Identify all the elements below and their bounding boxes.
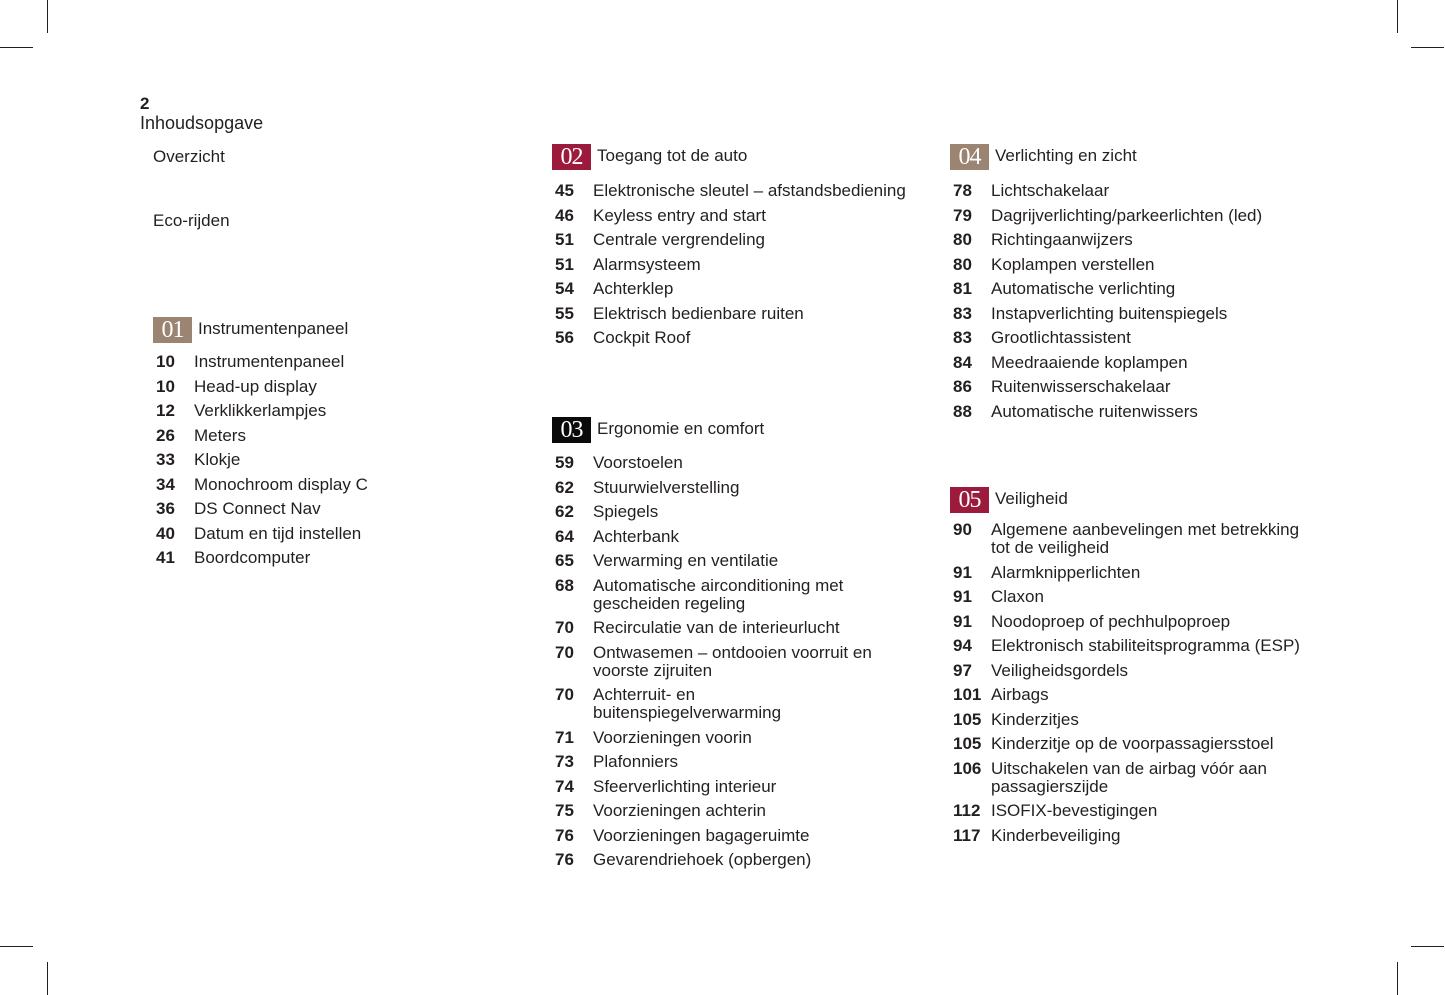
toc-entry-page: 101 xyxy=(953,685,982,704)
toc-entry[interactable] xyxy=(552,280,906,298)
toc-entry-page: 91 xyxy=(953,562,972,582)
toc-entry-title: Lichtschakelaar xyxy=(991,181,1110,200)
section-01 xyxy=(153,317,368,574)
toc-list xyxy=(552,182,906,347)
toc-entry-page: 34 xyxy=(156,474,175,494)
toc-entry[interactable] xyxy=(950,182,1262,200)
toc-entry-page: 105 xyxy=(953,709,982,729)
crop-mark xyxy=(1411,47,1444,48)
toc-entry[interactable] xyxy=(153,476,368,494)
toc-entry-page: 70 xyxy=(555,685,574,704)
toc-entry-page: 59 xyxy=(555,453,574,472)
toc-entry-title: Ontwasemen – ontdooien voorruit en voorste zijruiten xyxy=(593,642,872,680)
section-03 xyxy=(552,417,883,876)
toc-entry-page: 80 xyxy=(953,254,972,274)
toc-entry-title: Achterbank xyxy=(593,526,679,546)
toc-entry-title: Sfeerverlichting interieur xyxy=(593,776,777,796)
toc-entry-page: 86 xyxy=(953,377,972,396)
toc-entry-title: Achterklep xyxy=(593,279,674,298)
toc-entry[interactable] xyxy=(552,778,883,796)
toc-entry-page: 65 xyxy=(555,551,574,570)
toc-entry-page: 46 xyxy=(555,205,574,225)
toc-entry-page: 83 xyxy=(953,303,972,323)
toc-entry[interactable] xyxy=(153,378,368,396)
section-header[interactable] xyxy=(950,144,1262,170)
toc-entry-page: 117 xyxy=(953,825,981,845)
toc-entry[interactable] xyxy=(552,686,883,722)
toc-list xyxy=(552,454,883,869)
toc-entry[interactable] xyxy=(552,182,906,200)
toc-entry-title: Algemene aanbevelingen met betrekking tot de veiligheid xyxy=(991,520,1300,557)
toc-entry[interactable] xyxy=(153,500,368,518)
section-header[interactable] xyxy=(552,417,883,443)
toc-entry[interactable] xyxy=(552,577,883,613)
toc-entry[interactable] xyxy=(552,454,883,472)
page-number: 2 xyxy=(140,94,150,113)
toc-entry-page: 91 xyxy=(953,611,972,631)
toc-entry[interactable] xyxy=(552,619,883,637)
crop-mark xyxy=(47,0,48,33)
toc-entry[interactable] xyxy=(552,851,883,869)
toc-entry[interactable] xyxy=(950,686,1321,704)
toc-entry[interactable] xyxy=(552,305,906,323)
toc-entry[interactable] xyxy=(950,354,1262,372)
toc-entry-page: 51 xyxy=(555,254,574,274)
toc-entry[interactable] xyxy=(552,644,883,680)
toc-entry-page: 45 xyxy=(555,181,574,200)
toc-entry[interactable] xyxy=(950,280,1262,298)
toc-entry[interactable] xyxy=(950,711,1321,729)
toc-entry-page: 84 xyxy=(953,352,972,372)
toc-entry-page: 33 xyxy=(156,450,175,469)
section-title: Ergonomie en comfort xyxy=(597,419,765,438)
toc-entry-title: Ruitenwisserschakelaar xyxy=(991,377,1171,396)
toc-entry-page: 91 xyxy=(953,587,972,606)
toc-entry[interactable] xyxy=(950,521,1321,557)
toc-entry[interactable] xyxy=(153,427,368,445)
toc-list xyxy=(950,182,1262,421)
toc-entry[interactable] xyxy=(552,503,883,521)
toc-entry-title: Uitschakelen van de airbag vóór aan passagierszijde xyxy=(991,758,1267,796)
section-header[interactable] xyxy=(153,317,368,343)
toc-entry-title: Plafonniers xyxy=(593,752,679,771)
toc-entry-title: Monochroom display C xyxy=(194,474,368,494)
toc-entry[interactable] xyxy=(950,637,1321,655)
toc-entry-title: Instrumentenpaneel xyxy=(194,352,345,371)
toc-entry-page: 75 xyxy=(555,801,574,820)
toc-entry-page: 71 xyxy=(555,727,574,747)
toc-entry-title: ISOFIX-bevestigingen xyxy=(991,801,1158,820)
toc-entry-page: 41 xyxy=(156,548,175,567)
toc-entry-page: 40 xyxy=(156,523,175,543)
toc-entry-title: DS Connect Nav xyxy=(194,499,321,518)
toc-entry-title: Meters xyxy=(194,425,246,445)
toc-entry-title: Voorzieningen bagageruimte xyxy=(593,825,810,845)
toc-entry-title: Meedraaiende koplampen xyxy=(991,352,1188,372)
toc-entry[interactable] xyxy=(552,231,906,249)
toc-entry[interactable] xyxy=(950,613,1321,631)
toc-entry-title: Keyless entry and start xyxy=(593,205,766,225)
toc-entry-page: 76 xyxy=(555,825,574,845)
toc-entry[interactable] xyxy=(950,231,1262,249)
page-title: Inhoudsopgave xyxy=(140,113,264,133)
toc-entry-page: 70 xyxy=(555,618,574,637)
toc-entry[interactable] xyxy=(153,525,368,543)
section-02 xyxy=(552,144,906,354)
section-05 xyxy=(950,487,1321,851)
toc-entry-title: Grootlichtassistent xyxy=(991,328,1131,347)
toc-entry-title: Gevarendriehoek (opbergen) xyxy=(593,850,812,869)
toc-entry-title: Verklikkerlampjes xyxy=(194,401,327,420)
toc-entry[interactable] xyxy=(950,403,1262,421)
toc-entry-title: Elektrisch bedienbare ruiten xyxy=(593,303,804,323)
toc-entry-title: Boordcomputer xyxy=(194,548,311,567)
toc-entry-title: Koplampen verstellen xyxy=(991,254,1155,274)
toc-entry-title: Spiegels xyxy=(593,502,659,521)
toc-entry-title: Elektronische sleutel – afstandsbediening xyxy=(593,181,906,200)
toc-entry-title: Alarmknipperlichten xyxy=(991,562,1141,582)
toc-entry[interactable] xyxy=(950,588,1321,606)
toc-entry[interactable] xyxy=(552,552,883,570)
toc-entry-title: Claxon xyxy=(991,587,1044,606)
toc-entry-title: Head-up display xyxy=(194,376,317,396)
toc-entry-title: Voorzieningen voorin xyxy=(593,727,752,747)
section-title: Veiligheid xyxy=(995,489,1068,508)
toc-entry[interactable] xyxy=(950,735,1321,753)
toc-entry-page: 26 xyxy=(156,425,175,445)
toc-entry-title: Noodoproep of pechhulpoproep xyxy=(991,611,1231,631)
toc-entry[interactable] xyxy=(153,549,368,567)
toc-entry-title: Veiligheidsgordels xyxy=(991,660,1129,680)
toc-list xyxy=(153,353,368,567)
toc-entry-title: Recirculatie van de interieurlucht xyxy=(593,618,840,637)
toc-entry-page: 54 xyxy=(555,279,574,298)
toc-entry-title: Automatische ruitenwissers xyxy=(991,401,1198,421)
toc-entry-page: 62 xyxy=(555,502,574,521)
toc-entry-page: 80 xyxy=(953,230,972,249)
toc-entry-page: 70 xyxy=(555,642,574,662)
section-title: Instrumentenpaneel xyxy=(198,319,349,338)
toc-entry-page: 68 xyxy=(555,575,574,595)
toc-entry-page: 12 xyxy=(156,401,175,420)
toc-entry-page: 10 xyxy=(156,376,175,396)
toc-entry-page: 51 xyxy=(555,230,574,249)
toc-entry-title: Datum en tijd instellen xyxy=(194,523,362,543)
crop-mark xyxy=(0,946,33,947)
section-number-badge: 03 xyxy=(552,417,591,443)
toc-entry[interactable] xyxy=(552,256,906,274)
section-title: Verlichting en zicht xyxy=(995,146,1137,165)
toc-entry-title: Voorzieningen achterin xyxy=(593,801,766,820)
toc-entry[interactable] xyxy=(153,402,368,420)
section-number-badge: 05 xyxy=(950,487,989,513)
toc-entry[interactable] xyxy=(950,207,1262,225)
toc-entry-page: 73 xyxy=(555,752,574,771)
toc-entry[interactable] xyxy=(950,564,1321,582)
section-title: Toegang tot de auto xyxy=(597,146,748,165)
crop-mark xyxy=(47,962,48,995)
toc-entry-title: Kinderbeveiliging xyxy=(991,825,1121,845)
toc-entry-title: Cockpit Roof xyxy=(593,328,691,347)
crop-mark xyxy=(1411,946,1444,947)
toc-entry-title: Stuurwielverstelling xyxy=(593,477,740,497)
crop-mark xyxy=(1397,962,1398,995)
toc-entry[interactable] xyxy=(552,753,883,771)
toc-entry-page: 106 xyxy=(953,758,982,778)
toc-entry-title: Airbags xyxy=(991,685,1049,704)
toc-entry[interactable] xyxy=(552,827,883,845)
toc-entry[interactable] xyxy=(950,329,1262,347)
toc-entry-page: 105 xyxy=(953,734,982,753)
crop-mark xyxy=(0,47,33,48)
toc-list xyxy=(950,521,1321,845)
toc-entry[interactable] xyxy=(950,256,1262,274)
section-header[interactable] xyxy=(950,487,1321,513)
toc-entry-title: Verwarming en ventilatie xyxy=(593,551,779,570)
toc-entry[interactable] xyxy=(950,827,1321,845)
toc-entry-title: Elektronisch stabiliteitsprogramma (ESP) xyxy=(991,636,1300,655)
toc-entry-page: 97 xyxy=(953,660,972,680)
toc-entry[interactable] xyxy=(950,802,1321,820)
section-header[interactable] xyxy=(552,144,906,170)
toc-entry-title: Kinderzitje op de voorpassagiersstoel xyxy=(991,734,1274,753)
toc-entry[interactable] xyxy=(552,329,906,347)
toc-entry[interactable] xyxy=(950,760,1321,796)
toc-entry-title: Klokje xyxy=(194,450,241,469)
toc-entry-page: 112 xyxy=(953,801,981,820)
toc-entry[interactable] xyxy=(950,662,1321,680)
toc-entry[interactable] xyxy=(552,528,883,546)
section-04 xyxy=(950,144,1262,427)
toc-entry-title: Richtingaanwijzers xyxy=(991,230,1133,249)
toc-entry-title: Dagrijverlichting/parkeerlichten (led) xyxy=(991,205,1263,225)
toc-entry-page: 74 xyxy=(555,776,574,796)
toc-entry-title: Centrale vergrendeling xyxy=(593,230,765,249)
toc-entry-page: 94 xyxy=(953,636,972,655)
section-number-badge: 02 xyxy=(552,144,591,170)
toc-entry-title: Achterruit- en buitenspiegelverwarming xyxy=(593,685,782,722)
toc-entry-page: 83 xyxy=(953,328,972,347)
toc-entry-page: 76 xyxy=(555,850,574,869)
toc-entry-page: 90 xyxy=(953,520,972,539)
toc-entry-title: Automatische verlichting xyxy=(991,279,1176,298)
toc-entry-page: 10 xyxy=(156,352,175,371)
link-eco-rijden[interactable]: Eco-rijden xyxy=(153,211,230,230)
toc-entry[interactable] xyxy=(950,378,1262,396)
toc-entry-title: Alarmsysteem xyxy=(593,254,701,274)
toc-entry[interactable] xyxy=(950,305,1262,323)
crop-mark xyxy=(1397,0,1398,33)
toc-entry-page: 56 xyxy=(555,328,574,347)
toc-entry-title: Kinderzitjes xyxy=(991,709,1079,729)
toc-entry[interactable] xyxy=(552,479,883,497)
toc-entry-page: 81 xyxy=(953,279,972,298)
toc-entry-page: 55 xyxy=(555,303,574,323)
toc-entry[interactable] xyxy=(153,451,368,469)
toc-entry[interactable] xyxy=(153,353,368,371)
toc-entry-title: Automatische airconditioning met gescheiden regeling xyxy=(593,575,844,613)
toc-entry[interactable] xyxy=(552,207,906,225)
toc-entry-page: 64 xyxy=(555,526,574,546)
toc-entry-page: 79 xyxy=(953,205,972,225)
section-number-badge: 01 xyxy=(153,317,192,343)
toc-entry-page: 88 xyxy=(953,401,972,421)
link-overzicht[interactable]: Overzicht xyxy=(153,147,225,166)
toc-entry-page: 36 xyxy=(156,499,175,518)
toc-entry[interactable] xyxy=(552,729,883,747)
toc-entry-page: 78 xyxy=(953,181,972,200)
section-number-badge: 04 xyxy=(950,144,989,170)
toc-entry-title: Voorstoelen xyxy=(593,453,683,472)
toc-entry[interactable] xyxy=(552,802,883,820)
toc-entry-page: 62 xyxy=(555,477,574,497)
toc-entry-title: Instapverlichting buitenspiegels xyxy=(991,303,1228,323)
